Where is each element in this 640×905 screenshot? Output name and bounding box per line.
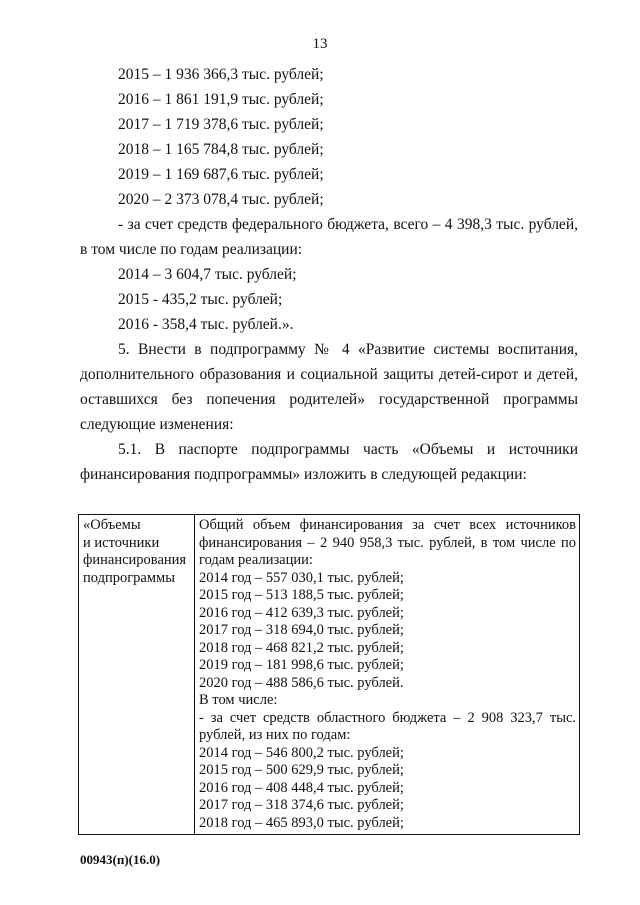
content-line: 2015 год – 500 629,9 тыс. рублей; xyxy=(199,762,404,778)
label-line: и источники xyxy=(83,534,160,551)
year-line: 2015 - 435,2 тыс. рублей; xyxy=(118,291,283,308)
item-5-1-line: финансирования подпрограммы» изложить в следующей редакции: xyxy=(80,466,527,483)
table-row xyxy=(79,515,580,835)
year-line: 2019 – 1 169 687,6 тыс. рублей; xyxy=(118,166,324,183)
document-code: 00943(п)(16.0) xyxy=(80,852,161,867)
content-line: годам реализации: xyxy=(199,552,313,568)
content-line: 2018 год – 468 821,2 тыс. рублей; xyxy=(199,639,404,656)
content-cell xyxy=(195,515,580,835)
item-5-line: дополнительного образования и социальной защиты детей-сирот и детей, xyxy=(80,366,578,383)
item-5-line: оставшихся без попечения родителей» государственной программы xyxy=(80,391,578,408)
content-line: 2016 год – 412 639,3 тыс. рублей; xyxy=(199,604,404,621)
year-line: 2016 - 358,4 тыс. рублей.». xyxy=(118,316,294,333)
page-number: 13 xyxy=(312,36,328,52)
content-line: 2017 год – 318 694,0 тыс. рублей; xyxy=(199,622,404,638)
content-line: 2018 год – 465 893,0 тыс. рублей; xyxy=(199,814,404,831)
content-line: 2019 год – 181 998,6 тыс. рублей; xyxy=(199,657,404,673)
content-line: Общий объем финансирования за счет всех источников xyxy=(199,517,576,533)
content-line: рублей, из них по годам: xyxy=(199,727,351,743)
federal-budget-line: в том числе по годам реализации: xyxy=(80,241,303,258)
content-line: - за счет средств областного бюджета – 2 908 323,7 тыс. xyxy=(199,709,576,726)
year-line: 2015 – 1 936 366,3 тыс. рублей; xyxy=(118,66,324,83)
content-line: 2016 год – 408 448,4 тыс. рублей; xyxy=(199,779,404,796)
federal-budget-line: - за счет средств федерального бюджета, всего – 4 398,3 тыс. рублей, xyxy=(118,216,578,233)
item-5-line: следующие изменения: xyxy=(80,416,234,433)
year-line: 2014 – 3 604,7 тыс. рублей; xyxy=(118,266,297,283)
content-line: 2017 год – 318 374,6 тыс. рублей; xyxy=(199,797,404,813)
item-5-line: 5. Внести в подпрограмму № 4 «Развитие системы воспитания, xyxy=(118,341,578,358)
year-line: 2020 – 2 373 078,4 тыс. рублей; xyxy=(118,191,324,208)
year-line: 2016 – 1 861 191,9 тыс. рублей; xyxy=(118,91,324,108)
label-line: подпрограммы xyxy=(83,569,175,586)
label-line: финансирования xyxy=(83,552,187,568)
financing-table xyxy=(78,514,580,835)
content-line: 2020 год – 488 586,6 тыс. рублей. xyxy=(199,674,404,691)
item-5-1-line: 5.1. В паспорте подпрограммы часть «Объемы и источники xyxy=(118,441,578,458)
content-line: 2015 год – 513 188,5 тыс. рублей; xyxy=(199,587,404,603)
content-line: финансирования – 2 940 958,3 тыс. рублей, в том числе по xyxy=(199,534,576,551)
content-line: 2014 год – 557 030,1 тыс. рублей; xyxy=(199,569,404,586)
document-body xyxy=(80,62,578,487)
year-line: 2017 – 1 719 378,6 тыс. рублей; xyxy=(118,116,324,133)
label-line: «Объемы xyxy=(83,517,141,533)
year-line: 2018 – 1 165 784,8 тыс. рублей; xyxy=(118,141,324,158)
content-line: В том числе: xyxy=(199,692,278,708)
label-cell xyxy=(79,515,195,835)
content-line: 2014 год – 546 800,2 тыс. рублей; xyxy=(199,744,404,761)
